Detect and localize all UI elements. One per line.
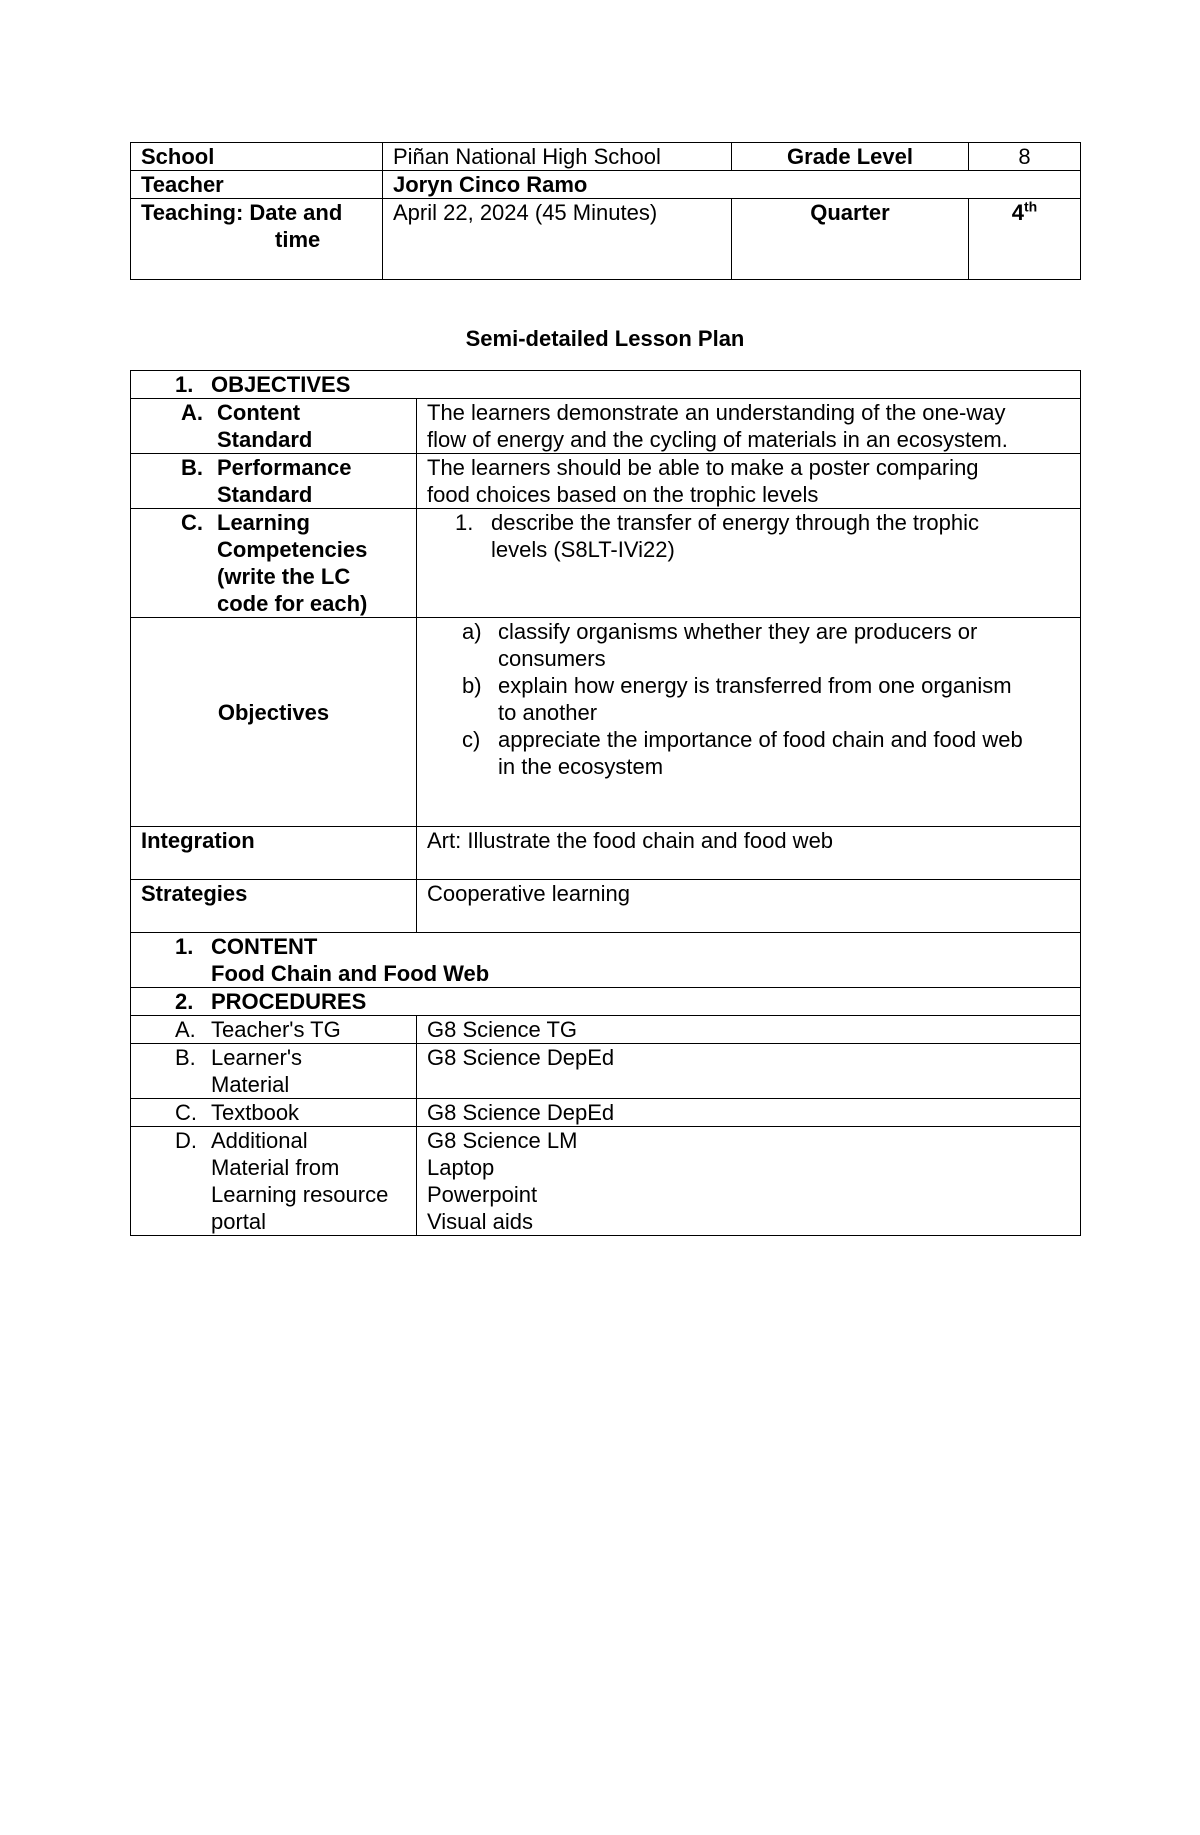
objective-item — [462, 618, 1070, 672]
objectives-heading-row — [131, 371, 1081, 399]
procedure-label-line: Material from — [211, 1155, 340, 1180]
grade-level-value: 8 — [969, 143, 1081, 171]
procedure-marker: B. — [175, 1045, 196, 1070]
procedure-label — [141, 1044, 406, 1098]
procedure-value-line: G8 Science TG — [427, 1017, 577, 1042]
competency-item — [455, 509, 1070, 563]
objective-line2: to another — [498, 700, 598, 725]
quarter-label: Quarter — [732, 199, 969, 280]
objective-marker: c) — [462, 727, 481, 752]
school-value: Piñan National High School — [383, 143, 732, 171]
procedure-value — [417, 1127, 1081, 1236]
procedure-label-line: Additional — [211, 1128, 308, 1153]
procedure-value-line: G8 Science DepEd — [427, 1045, 615, 1070]
content-topic: Food Chain and Food Web — [211, 961, 490, 986]
objective-item — [462, 672, 1070, 726]
competency-line2: levels (S8LT-IVi22) — [491, 537, 675, 562]
procedure-label-line: portal — [211, 1209, 267, 1234]
procedures-heading — [141, 988, 1070, 1015]
procedures-heading-row — [131, 988, 1081, 1016]
quarter-number: 4 — [1011, 200, 1025, 225]
content-heading — [141, 933, 1070, 987]
content-standard-row — [131, 399, 1081, 454]
date-value: April 22, 2024 (45 Minutes) — [383, 199, 732, 280]
quarter-suffix: th — [1024, 198, 1038, 215]
lesson-plan-table — [130, 370, 1081, 1236]
procedure-label-line: Material — [211, 1072, 290, 1097]
procedure-marker: A. — [175, 1017, 196, 1042]
procedure-value-line: Laptop — [427, 1155, 495, 1180]
procedure-label-line: Learner's — [211, 1045, 303, 1070]
competencies-label-line4: code for each) — [217, 591, 368, 616]
content-standard-label-line2: Standard — [217, 427, 313, 452]
procedure-value — [417, 1016, 1081, 1044]
procedure-label-line: Teacher's TG — [211, 1017, 341, 1042]
school-label: School — [131, 143, 383, 171]
content-standard-marker: A. — [181, 400, 203, 425]
objective-line2: in the ecosystem — [498, 754, 664, 779]
procedure-row — [131, 1044, 1081, 1099]
content-standard-label-line1: Content — [217, 400, 301, 425]
content-standard-text-line1: The learners demonstrate an understanding of the one-way — [427, 400, 1006, 425]
procedure-label — [141, 1127, 406, 1235]
integration-label: Integration — [131, 827, 417, 880]
integration-row — [131, 827, 1081, 880]
procedure-value — [417, 1099, 1081, 1127]
procedure-marker: C. — [175, 1100, 197, 1125]
performance-standard-text-line1: The learners should be able to make a poster comparing — [427, 455, 979, 480]
date-label-line2: time — [275, 227, 321, 252]
grade-level-label: Grade Level — [732, 143, 969, 171]
objective-item — [462, 726, 1070, 780]
procedures-number: 2. — [175, 989, 194, 1014]
competency-line1: describe the transfer of energy through the trophic — [491, 510, 979, 535]
performance-standard-label-line1: Performance — [217, 455, 352, 480]
objectives-list — [427, 618, 1070, 780]
competencies-label — [141, 509, 406, 617]
procedure-value — [417, 1044, 1081, 1099]
strategies-value: Cooperative learning — [417, 880, 1081, 933]
content-standard-text-line2: flow of energy and the cycling of materials in an ecosystem. — [427, 427, 1008, 452]
objective-marker: a) — [462, 619, 482, 644]
performance-standard-label — [141, 454, 406, 508]
competencies-list — [427, 509, 1070, 563]
strategies-label: Strategies — [131, 880, 417, 933]
date-label — [131, 199, 383, 280]
procedure-value-line: Visual aids — [427, 1209, 533, 1234]
objective-line1: classify organisms whether they are producers or — [498, 619, 978, 644]
procedure-marker: D. — [175, 1128, 197, 1153]
content-number: 1. — [175, 934, 194, 959]
competencies-label-line2: Competencies — [217, 537, 368, 562]
plan-title: Semi-detailed Lesson Plan — [465, 326, 745, 351]
objective-line2: consumers — [498, 646, 606, 671]
competencies-marker: C. — [181, 510, 203, 535]
objectives-number: 1. — [175, 372, 194, 397]
procedure-value-line: G8 Science DepEd — [427, 1100, 615, 1125]
competencies-row — [131, 509, 1081, 618]
procedure-row — [131, 1016, 1081, 1044]
strategies-row — [131, 880, 1081, 933]
procedure-label-line: Textbook — [211, 1100, 300, 1125]
date-row — [131, 199, 1081, 280]
procedure-label — [141, 1099, 406, 1126]
objective-line1: explain how energy is transferred from one organism — [498, 673, 1012, 698]
procedure-row — [131, 1127, 1081, 1236]
procedures-heading-text: PROCEDURES — [211, 989, 367, 1014]
content-row — [131, 933, 1081, 988]
content-standard-text — [417, 399, 1081, 454]
teacher-label: Teacher — [131, 171, 383, 199]
procedure-label-line: Learning resource — [211, 1182, 389, 1207]
performance-standard-text-line2: food choices based on the trophic levels — [427, 482, 819, 507]
school-row — [131, 143, 1081, 171]
specific-objectives-label: Objectives — [131, 618, 417, 827]
performance-standard-text — [417, 454, 1081, 509]
performance-standard-label-line2: Standard — [217, 482, 313, 507]
objectives-heading-text: OBJECTIVES — [211, 372, 351, 397]
performance-standard-row — [131, 454, 1081, 509]
procedure-label — [141, 1016, 406, 1043]
teacher-row — [131, 171, 1081, 199]
procedure-row — [131, 1099, 1081, 1127]
teacher-value: Joryn Cinco Ramo — [383, 171, 1081, 199]
objective-line1: appreciate the importance of food chain and food web — [498, 727, 1023, 752]
header-table — [130, 142, 1081, 280]
content-standard-label — [141, 399, 406, 453]
competencies-label-line1: Learning — [217, 510, 310, 535]
procedure-value-line: Powerpoint — [427, 1182, 538, 1207]
competencies-label-line3: (write the LC — [217, 564, 351, 589]
content-heading-text: CONTENT — [211, 934, 318, 959]
objectives-heading — [141, 371, 1070, 398]
procedure-value-line: G8 Science LM — [427, 1128, 578, 1153]
performance-standard-marker: B. — [181, 455, 203, 480]
quarter-value — [969, 199, 1081, 280]
integration-value: Art: Illustrate the food chain and food web — [417, 827, 1081, 880]
competency-marker: 1. — [455, 510, 474, 535]
specific-objectives-row — [131, 618, 1081, 827]
objective-marker: b) — [462, 673, 482, 698]
date-label-line1: Teaching: Date and — [141, 200, 343, 225]
